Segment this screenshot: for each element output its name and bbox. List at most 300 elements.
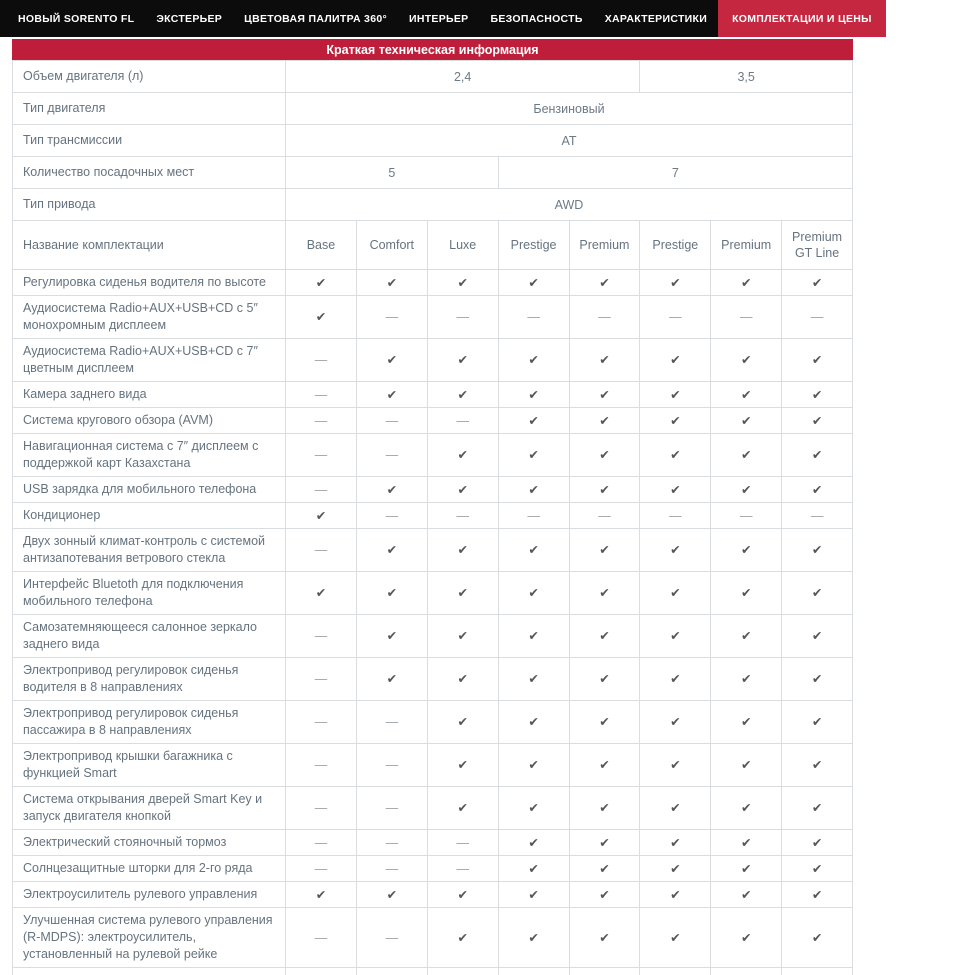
feature-value-cell [569,787,640,830]
trim-name-cell: Premium [569,221,640,270]
feature-value-cell [286,477,357,503]
feature-label: Система кругового обзора (AVM) [13,408,286,434]
feature-value-cell [356,408,427,434]
feature-value-cell [286,744,357,787]
table-row [13,339,853,382]
check-icon: ✔ [528,414,538,428]
table-row [13,189,853,221]
top-nav [0,0,867,37]
feature-value-cell [640,787,711,830]
check-icon: ✔ [670,931,680,945]
feature-value-cell [498,882,569,908]
check-icon: ✔ [812,672,822,686]
dash-icon: — [456,310,469,324]
check-icon: ✔ [812,483,822,497]
dash-icon: — [386,836,399,850]
dash-icon: — [315,629,328,643]
feature-value-cell [356,787,427,830]
check-icon: ✔ [599,931,609,945]
feature-value-cell [427,882,498,908]
feature-value-cell [498,658,569,701]
check-icon: ✔ [599,353,609,367]
feature-value-cell [782,339,853,382]
check-icon: ✔ [528,862,538,876]
feature-value-cell [782,434,853,477]
check-icon: ✔ [316,310,326,324]
feature-value-cell [782,882,853,908]
check-icon: ✔ [741,715,751,729]
dash-icon: — [386,310,399,324]
empty-cell [569,968,640,975]
feature-label: Электропривод регулировок сиденья водителя в 8 направлениях [13,658,286,701]
check-icon: ✔ [457,483,467,497]
feature-value-cell [498,787,569,830]
feature-value-cell [286,408,357,434]
check-icon: ✔ [670,448,680,462]
dash-icon: — [598,509,611,523]
feature-value-cell [640,882,711,908]
feature-value-cell [711,382,782,408]
check-icon: ✔ [599,758,609,772]
check-icon: ✔ [599,672,609,686]
trim-name-cell: Prestige [640,221,711,270]
dash-icon: — [456,509,469,523]
check-icon: ✔ [457,388,467,402]
check-icon: ✔ [812,888,822,902]
feature-value-cell [427,408,498,434]
check-icon: ✔ [457,543,467,557]
check-icon: ✔ [741,629,751,643]
feature-value-cell [782,572,853,615]
spec-row-label: Количество посадочных мест [13,157,286,189]
check-icon: ✔ [741,353,751,367]
table-row [13,221,853,270]
feature-value-cell [711,270,782,296]
feature-value-cell [569,529,640,572]
table-row [13,382,853,408]
empty-cell [640,968,711,975]
check-icon: ✔ [812,388,822,402]
nav-tab-1[interactable]: ЭКСТЕРЬЕР [145,0,233,37]
feature-value-cell [711,658,782,701]
check-icon: ✔ [670,715,680,729]
feature-value-cell [498,339,569,382]
feature-value-cell [711,434,782,477]
dash-icon: — [315,483,328,497]
check-icon: ✔ [812,629,822,643]
dash-icon: — [527,310,540,324]
feature-value-cell [498,270,569,296]
feature-value-cell [782,296,853,339]
content-area [12,39,853,975]
nav-tab-7[interactable]: ГАРАНТИЯ [886,0,966,37]
feature-value-cell [711,477,782,503]
check-icon: ✔ [670,276,680,290]
dash-icon: — [386,862,399,876]
check-icon: ✔ [457,448,467,462]
feature-value-cell [711,908,782,968]
check-icon: ✔ [741,801,751,815]
check-icon: ✔ [316,509,326,523]
table-title: Краткая техническая информация [12,39,853,60]
feature-value-cell [356,296,427,339]
check-icon: ✔ [741,672,751,686]
check-icon: ✔ [741,276,751,290]
feature-value-cell [782,701,853,744]
check-icon: ✔ [528,672,538,686]
check-icon: ✔ [741,414,751,428]
feature-value-cell [640,744,711,787]
feature-value-cell [569,615,640,658]
table-row [13,408,853,434]
check-icon: ✔ [741,931,751,945]
check-icon: ✔ [457,672,467,686]
dash-icon: — [315,931,328,945]
check-icon: ✔ [528,543,538,557]
trim-name-cell: Comfort [356,221,427,270]
trim-name-cell: Prestige [498,221,569,270]
feature-value-cell [711,615,782,658]
check-icon: ✔ [670,801,680,815]
spec-row-value: АТ [286,125,853,157]
check-icon: ✔ [457,888,467,902]
check-icon: ✔ [741,388,751,402]
feature-value-cell [640,572,711,615]
spec-row-label: Тип привода [13,189,286,221]
check-icon: ✔ [528,629,538,643]
dash-icon: — [315,758,328,772]
feature-value-cell [427,787,498,830]
check-icon: ✔ [670,672,680,686]
check-icon: ✔ [670,353,680,367]
feature-label: Интерфейс Bluetoth для подключения мобильного телефона [13,572,286,615]
spec-row-label: Тип двигателя [13,93,286,125]
check-icon: ✔ [599,888,609,902]
feature-value-cell [498,434,569,477]
check-icon: ✔ [528,888,538,902]
check-icon: ✔ [741,888,751,902]
feature-label: Электрический стояночный тормоз [13,830,286,856]
feature-value-cell [286,339,357,382]
feature-value-cell [286,382,357,408]
feature-value-cell [569,434,640,477]
dash-icon: — [456,836,469,850]
spec-row-value: 3,5 [640,61,853,93]
check-icon: ✔ [599,801,609,815]
nav-tab-2[interactable]: ЦВЕТОВАЯ ПАЛИТРА 360° [233,0,398,37]
nav-tab-0[interactable]: НОВЫЙ SORENTO FL [7,0,145,37]
check-icon: ✔ [812,801,822,815]
check-icon: ✔ [741,586,751,600]
feature-value-cell [356,434,427,477]
feature-value-cell [640,529,711,572]
feature-value-cell [569,856,640,882]
check-icon: ✔ [670,414,680,428]
dash-icon: — [456,862,469,876]
feature-value-cell [711,572,782,615]
spec-row-value: AWD [286,189,853,221]
dash-icon: — [315,414,328,428]
check-icon: ✔ [316,888,326,902]
dash-icon: — [386,758,399,772]
feature-value-cell [711,744,782,787]
feature-value-cell [569,296,640,339]
check-icon: ✔ [812,836,822,850]
feature-value-cell [356,744,427,787]
table-row [13,529,853,572]
feature-label: Двух зонный климат-контроль с системой антизапотевания ветрового стекла [13,529,286,572]
check-icon: ✔ [812,353,822,367]
feature-value-cell [640,615,711,658]
check-icon: ✔ [741,862,751,876]
empty-cell [711,968,782,975]
feature-value-cell [286,701,357,744]
check-icon: ✔ [387,483,397,497]
feature-value-cell [427,658,498,701]
check-icon: ✔ [528,931,538,945]
empty-cell [356,968,427,975]
table-row [13,434,853,477]
dash-icon: — [386,801,399,815]
check-icon: ✔ [387,672,397,686]
feature-value-cell [569,339,640,382]
feature-value-cell [782,529,853,572]
feature-value-cell [711,296,782,339]
feature-value-cell [427,701,498,744]
dash-icon: — [386,931,399,945]
feature-value-cell [498,701,569,744]
feature-value-cell [427,830,498,856]
feature-value-cell [569,908,640,968]
check-icon: ✔ [528,836,538,850]
check-icon: ✔ [812,715,822,729]
feature-value-cell [711,701,782,744]
feature-value-cell [640,503,711,529]
spec-row-value: 5 [286,157,499,189]
table-row-cutoff [13,968,853,975]
check-icon: ✔ [812,414,822,428]
feature-value-cell [427,908,498,968]
feature-value-cell [569,382,640,408]
check-icon: ✔ [528,715,538,729]
nav-tab-3[interactable]: ИНТЕРЬЕР [398,0,480,37]
feature-value-cell [286,658,357,701]
feature-value-cell [427,382,498,408]
feature-value-cell [356,856,427,882]
check-icon: ✔ [812,543,822,557]
trim-name-cell: Premium GT Line [782,221,853,270]
feature-value-cell [286,503,357,529]
table-row [13,701,853,744]
table-row [13,908,853,968]
feature-value-cell [569,572,640,615]
feature-value-cell [286,529,357,572]
table-row [13,856,853,882]
feature-value-cell [711,503,782,529]
check-icon: ✔ [741,543,751,557]
table-row [13,882,853,908]
feature-value-cell [286,296,357,339]
check-icon: ✔ [387,888,397,902]
table-row [13,615,853,658]
feature-label: Электроусилитель рулевого управления [13,882,286,908]
empty-cell [286,968,357,975]
trim-name-cell: Base [286,221,357,270]
feature-value-cell [640,477,711,503]
check-icon: ✔ [387,586,397,600]
feature-value-cell [356,503,427,529]
feature-value-cell [498,615,569,658]
feature-value-cell [498,529,569,572]
dash-icon: — [315,672,328,686]
dash-icon: — [315,836,328,850]
feature-value-cell [498,830,569,856]
trim-name-cell: Premium [711,221,782,270]
feature-value-cell [427,339,498,382]
feature-value-cell [782,503,853,529]
feature-value-cell [640,339,711,382]
feature-value-cell [286,830,357,856]
check-icon: ✔ [528,483,538,497]
feature-value-cell [711,882,782,908]
table-row [13,61,853,93]
check-icon: ✔ [599,586,609,600]
check-icon: ✔ [670,388,680,402]
feature-value-cell [569,477,640,503]
check-icon: ✔ [812,931,822,945]
feature-value-cell [427,477,498,503]
trim-header-label: Название комплектации [13,221,286,270]
check-icon: ✔ [599,862,609,876]
dash-icon: — [456,414,469,428]
feature-value-cell [286,434,357,477]
check-icon: ✔ [670,836,680,850]
check-icon: ✔ [670,758,680,772]
check-icon: ✔ [812,276,822,290]
spec-row-value: Бензиновый [286,93,853,125]
check-icon: ✔ [457,276,467,290]
check-icon: ✔ [457,353,467,367]
feature-label: Регулировка сиденья водителя по высоте [13,270,286,296]
check-icon: ✔ [599,388,609,402]
feature-value-cell [569,744,640,787]
check-icon: ✔ [741,836,751,850]
check-icon: ✔ [457,586,467,600]
feature-value-cell [782,658,853,701]
check-icon: ✔ [528,353,538,367]
feature-label: Аудиосистема Radio+AUX+USB+CD с 7″ цветным дисплеем [13,339,286,382]
feature-value-cell [356,572,427,615]
feature-value-cell [569,830,640,856]
spec-row-label: Объем двигателя (л) [13,61,286,93]
feature-value-cell [427,270,498,296]
feature-value-cell [286,270,357,296]
feature-value-cell [640,701,711,744]
feature-value-cell [640,658,711,701]
check-icon: ✔ [812,758,822,772]
feature-value-cell [782,787,853,830]
check-icon: ✔ [670,586,680,600]
feature-value-cell [569,882,640,908]
feature-value-cell [427,434,498,477]
feature-label: Аудиосистема Radio+AUX+USB+CD с 5″ монохромным дисплеем [13,296,286,339]
feature-value-cell [782,830,853,856]
check-icon: ✔ [599,414,609,428]
feature-value-cell [569,270,640,296]
feature-value-cell [782,744,853,787]
feature-value-cell [711,408,782,434]
check-icon: ✔ [812,862,822,876]
feature-value-cell [356,882,427,908]
feature-value-cell [782,382,853,408]
empty-cell [782,968,853,975]
check-icon: ✔ [599,483,609,497]
feature-value-cell [782,615,853,658]
feature-value-cell [640,382,711,408]
check-icon: ✔ [528,586,538,600]
feature-label: Солнцезащитные шторки для 2-го ряда [13,856,286,882]
feature-value-cell [640,856,711,882]
check-icon: ✔ [387,629,397,643]
feature-value-cell [782,908,853,968]
feature-value-cell [498,856,569,882]
feature-value-cell [356,701,427,744]
feature-value-cell [569,658,640,701]
check-icon: ✔ [599,836,609,850]
dash-icon: — [740,310,753,324]
table-row [13,270,853,296]
dash-icon: — [386,448,399,462]
feature-value-cell [427,296,498,339]
check-icon: ✔ [457,801,467,815]
table-row [13,296,853,339]
nav-tab-4[interactable]: БЕЗОПАСНОСТЬ [480,0,594,37]
feature-value-cell [356,339,427,382]
feature-value-cell [356,615,427,658]
trim-name-cell: Luxe [427,221,498,270]
feature-value-cell [498,503,569,529]
nav-tab-5[interactable]: ХАРАКТЕРИСТИКИ [594,0,718,37]
feature-label: Улучшенная система рулевого управления (R-MDPS): электроусилитель, установленный на рулевой рейке [13,908,286,968]
nav-tab-6-active[interactable]: КОМПЛЕКТАЦИИ И ЦЕНЫ [718,0,886,37]
feature-value-cell [498,908,569,968]
feature-value-cell [711,529,782,572]
feature-value-cell [711,787,782,830]
table-row [13,157,853,189]
feature-value-cell [782,408,853,434]
feature-value-cell [498,296,569,339]
feature-value-cell [782,856,853,882]
dash-icon: — [315,388,328,402]
table-row [13,572,853,615]
spec-row-value: 7 [498,157,852,189]
dash-icon: — [315,543,328,557]
dash-icon: — [669,509,682,523]
feature-value-cell [356,830,427,856]
check-icon: ✔ [528,758,538,772]
check-icon: ✔ [528,276,538,290]
feature-label: Электропривод крышки багажника с функцией Smart [13,744,286,787]
check-icon: ✔ [599,543,609,557]
feature-value-cell [782,477,853,503]
spec-row-value: 2,4 [286,61,640,93]
feature-label: Камера заднего вида [13,382,286,408]
feature-value-cell [711,830,782,856]
check-icon: ✔ [528,448,538,462]
check-icon: ✔ [741,483,751,497]
check-icon: ✔ [670,543,680,557]
dash-icon: — [598,310,611,324]
